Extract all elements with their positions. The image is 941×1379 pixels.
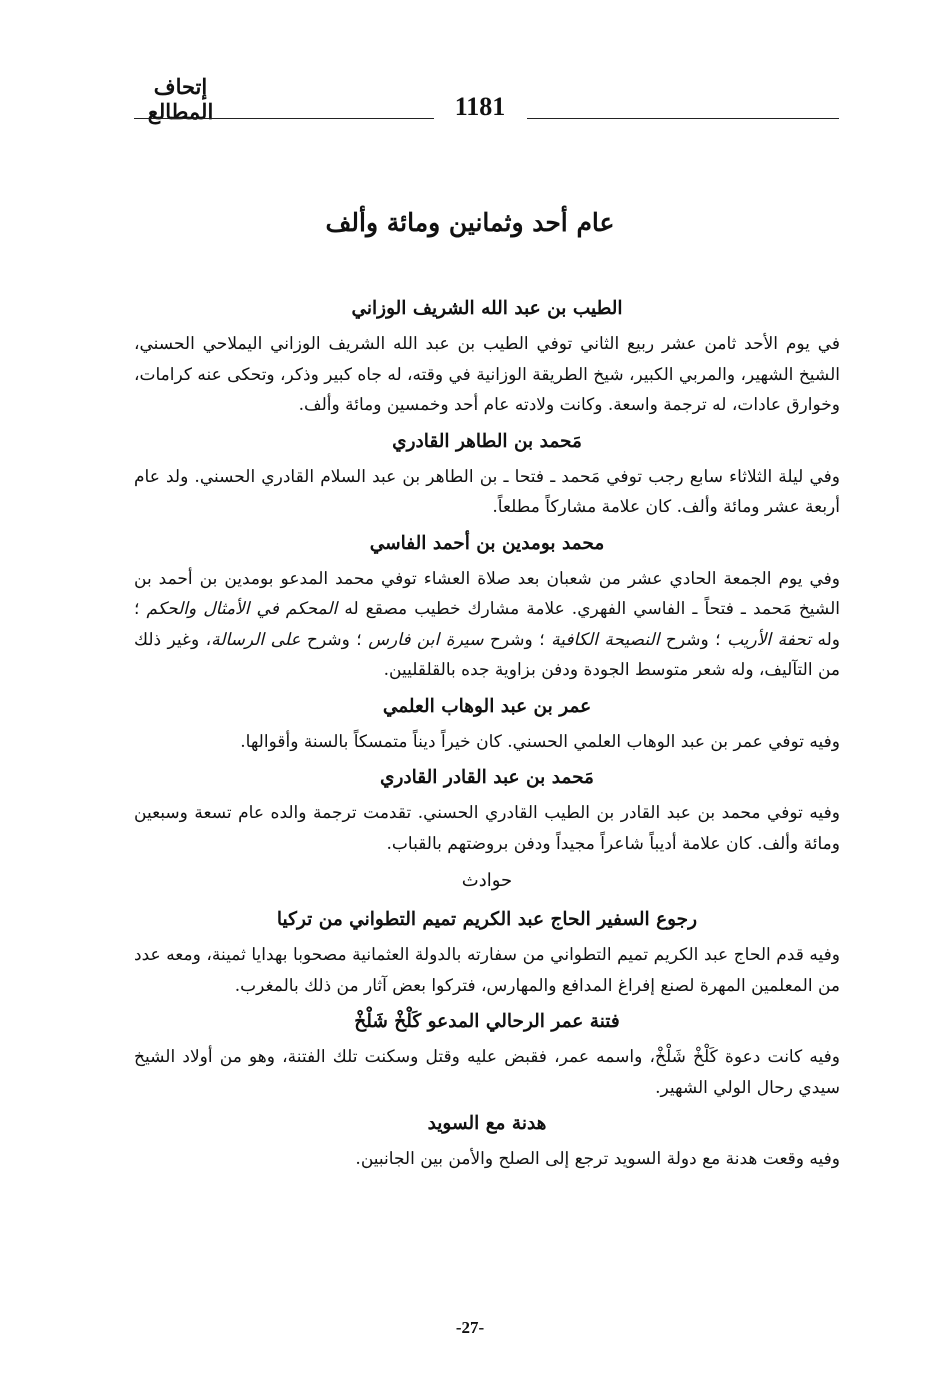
section-body: في يوم الأحد ثامن عشر ربيع الثاني توفي الطيب بن عبد الله الشريف الوزاني اليملاحي الحسني، الشيخ الشهير، والمربي الكبير، شيخ الطريقة الوزانية في وقته، له جاه كبير وذكر، وتحكى عنه كرامات، وخوارق عادات، له ترجمة واسعة. وكانت ولادته عام أحد وخمسين ومائة وألف. — [134, 334, 840, 415]
section-heading: مَحمد بن عبد القادر القادري — [380, 767, 594, 788]
section-body — [134, 564, 840, 686]
running-header-title: إتحاف المطالع — [147, 74, 214, 124]
body-text: ؛ وشرح — [659, 629, 728, 650]
book-title-italic: النصيحة الكافية — [551, 629, 660, 650]
book-title-italic: سيرة ابن فارس — [368, 629, 484, 650]
page-number: -27- — [455, 1318, 485, 1337]
book-title-italic: تحفة الأريب — [727, 629, 812, 650]
body-text: ؛ وله — [134, 599, 840, 650]
section-body: وفي ليلة الثلاثاء سابع رجب توفي مَحمد ـ فتحا ـ بن الطاهر بن عبد السلام القادري الحسني. ولد عام أربعة عشر ومائة وألف. كان علامة مشاركاً مطلعاً. — [134, 466, 840, 517]
body-text: ؛ وشرح — [483, 629, 552, 650]
header-rule-left — [134, 118, 434, 119]
section-heading: الطيب بن عبد الله الشريف الوزاني — [351, 298, 623, 319]
section-heading: مَحمد بن الطاهر القادري — [392, 430, 582, 452]
section-body: وفيه توفي عمر بن عبد الوهاب العلمي الحسني. كان خيراً ديناً متمسكاً بالسنة وأقوالها. — [240, 731, 840, 752]
book-title-italic: على الرسالة — [211, 629, 301, 650]
events-heading: حوادث — [461, 870, 513, 891]
body-text: ؛ وشرح — [300, 629, 369, 650]
event-body: وفيه وقعت هدنة مع دولة السويد ترجع إلى الصلح والأمن بين الجانبين. — [355, 1149, 840, 1169]
body-text: وفي يوم الجمعة الحادي عشر من شعبان بعد صلاة العشاء توفي محمد المدعو بومدين بن أحمد بن الشيخ مَحمد ـ فتحاً ـ الفاسي الفهري. علامة مشارك خطيب مصقع له — [134, 568, 840, 619]
event-heading: رجوع السفير الحاج عبد الكريم تميم التطواني من تركيا — [276, 909, 698, 930]
page-content — [134, 288, 840, 1175]
section-body: وفيه توفي محمد بن عبد القادر بن الطيب القادري الحسني. تقدمت ترجمة والده عام تسعة وسبعين ومائة وألف. كان علامة أديباً شاعراً مجيداً ودفن بروضتهم بالقباب. — [134, 803, 840, 854]
book-title-italic: المحكم في الأمثال والحكم — [146, 599, 338, 619]
body-text: ، وغير ذلك من التآليف، وله شعر متوسط الجودة ودفن بزاوية جده بالقلقليين. — [134, 629, 840, 680]
event-body: وفيه كانت دعوة كَلْخْ شَلْخْ، واسمه عمر، فقبض عليه وقتل وسكنت تلك الفتنة، وهو من أولاد الشيخ سيدي رحال الولي الشهير. — [134, 1047, 840, 1098]
event-heading: هدنة مع السويد — [427, 1113, 547, 1134]
header-year: 1181 — [454, 92, 506, 121]
section-heading: عمر بن عبد الوهاب العلمي — [382, 695, 592, 717]
section-heading: محمد بومدين بن أحمد الفاسي — [369, 532, 605, 554]
main-title: عام أحد وثمانين ومائة وألف — [325, 208, 615, 237]
event-body: وفيه قدم الحاج عبد الكريم تميم التطواني من سفارته بالدولة العثمانية مصحوبا بهدايا ثمينة، ومعه عدد من المعلمين المهرة لصنع إفراغ المدافع والمهارس، فتركوا بعض آثار من ذلك بالمغرب. — [134, 945, 840, 996]
event-heading: فتنة عمر الرحالي المدعو كَلْخْ شَلْخْ — [354, 1011, 620, 1032]
header-rule-right — [527, 118, 839, 119]
